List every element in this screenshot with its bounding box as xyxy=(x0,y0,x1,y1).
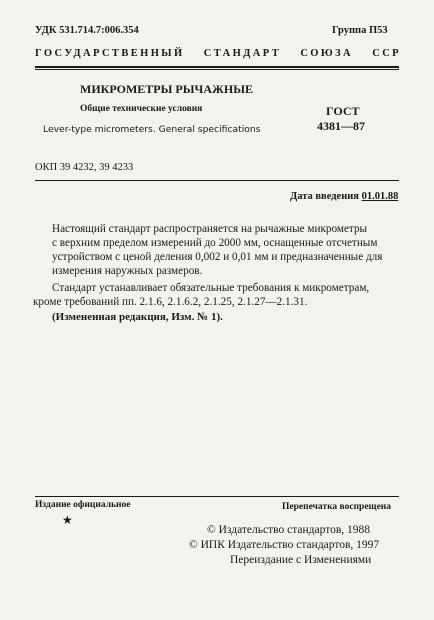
paragraph-scope xyxy=(33,222,403,278)
gost-label: ГОСТ xyxy=(326,104,360,118)
gost-number: 4381—87 xyxy=(317,119,365,133)
group-code: Группа П53 xyxy=(332,25,388,36)
copyright-1988: © Издательство стандартов, 1988 xyxy=(207,524,371,536)
amendment-note: (Измененная редакция, Изм. № 1). xyxy=(52,311,223,323)
udk-code: УДК 531.714.7:006.354 xyxy=(35,25,139,36)
footer-rule xyxy=(35,496,399,497)
reissue-note: Переиздание с Изменениями xyxy=(230,554,372,566)
header-rule-bottom xyxy=(35,69,399,70)
introduction-date-label: Дата введения xyxy=(290,191,359,202)
english-title: Lever-type micrometers. General specifications xyxy=(43,124,261,135)
paragraph-line: с верхним пределом измерений до 2000 мм, оснащенные отсчетным xyxy=(52,237,378,250)
reprint-prohibited: Перепечатка воспрещена xyxy=(282,502,392,512)
okp-codes: ОКП 39 4232, 39 4233 xyxy=(35,162,134,173)
paragraph-line: Стандарт устанавливает обязательные требования к микрометрам, xyxy=(52,282,370,294)
okp-rule xyxy=(35,180,399,181)
introduction-date-value: 01.01.88 xyxy=(361,191,399,202)
copyright-1997: © ИПК Издательство стандартов, 1997 xyxy=(189,539,380,551)
document-title: МИКРОМЕТРЫ РЫЧАЖНЫЕ xyxy=(80,82,253,96)
introduction-date xyxy=(290,191,398,202)
paragraph-line: устройством с ценой деления 0,002 и 0,01 мм и предназначенные для xyxy=(52,251,383,264)
paragraph-line: измерения наружных размеров. xyxy=(52,265,203,278)
paragraph-requirements xyxy=(33,281,403,309)
header-rule-top xyxy=(35,66,399,68)
official-edition-label: Издание официальное xyxy=(35,500,131,510)
star-mark: ★ xyxy=(62,513,73,527)
document-subtitle: Общие технические условия xyxy=(80,104,203,114)
paragraph-line: кроме требований пп. 2.1.6, 2.1.6.2, 2.1.25, 2.1.27—2.1.31. xyxy=(33,296,308,309)
standard-title: ГОСУДАРСТВЕННЫЙ СТАНДАРТ СОЮЗА ССР xyxy=(35,48,401,59)
paragraph-line: Настоящий стандарт распространяется на рычажные микрометры xyxy=(52,223,368,235)
